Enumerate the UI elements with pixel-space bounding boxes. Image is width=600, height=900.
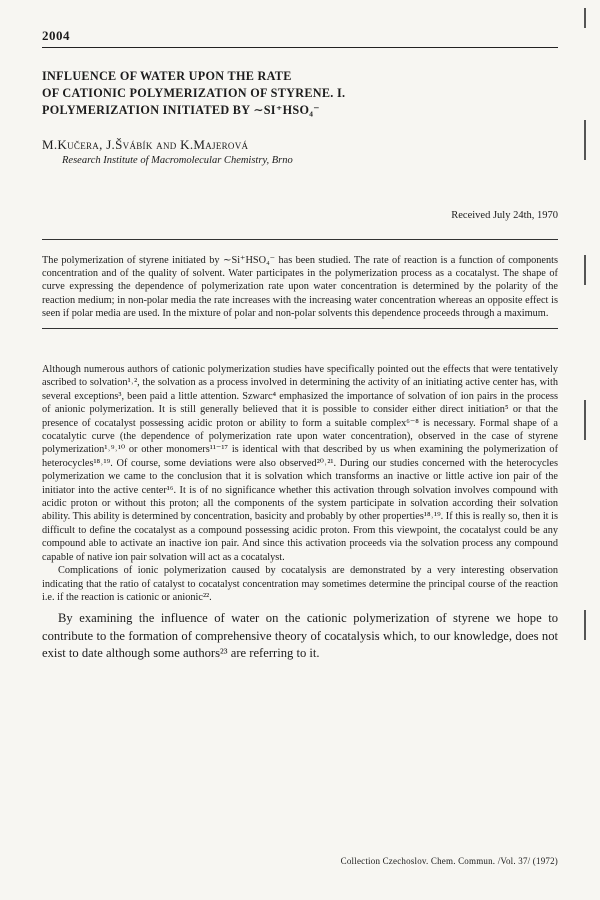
page-number: 2004	[42, 28, 70, 43]
body-paragraph-2: Complications of ionic polymerization caused by cocatalysis are demonstrated by a very interesting observation indicating that the ratio of catalyst to cocatalyst concentration may sometimes determine the principal course of the reaction i.e. if the reaction is cationic or anionic²².	[42, 565, 558, 603]
authors: M.Kučera, J.Švábík and K.Majerová	[42, 137, 249, 152]
body-text	[42, 363, 558, 604]
title-line-1: INFLUENCE OF WATER UPON THE RATE	[42, 69, 292, 83]
scan-edge-mark	[584, 400, 586, 440]
received-date: Received July 24th, 1970	[451, 210, 558, 221]
title-line-3: POLYMERIZATION INITIATED BY ∼SI⁺HSO₄⁻	[42, 103, 320, 117]
abstract-bottom-rule	[42, 328, 558, 329]
article-title	[42, 68, 558, 119]
footer-citation: Collection Czechoslov. Chem. Commun. /Vol. 37/ (1972)	[340, 856, 558, 866]
scan-edge-mark	[584, 120, 586, 160]
affiliation: Research Institute of Macromolecular Chemistry, Brno	[62, 155, 293, 166]
journal-page	[42, 28, 558, 866]
scan-edge-mark	[584, 255, 586, 285]
header-rule	[42, 47, 558, 48]
abstract-top-rule	[42, 239, 558, 240]
body-paragraph-1: Although numerous authors of cationic polymerization studies have specifically pointed out the effects that were tentatively ascribed to solvation¹˒², the solvation as a process involved in determining the activity of an initiating active center has, with several exceptions³, been paid a little attention. Szwarc⁴ emphasized the importance of solvation of ion pairs in the process of anionic polymerization. It is still generally believed that it is possible to consider either direct initiation⁵ or that the presence of cocatalyst possessing acidic proton or ability to form a suitable complex⁶⁻⁸ is necessary. Formal shape of a cocatalytic curve (the dependence of polymerization rate upon water concentration), observed in the case of styrene polymerization¹˒⁹˒¹⁰ or other monomers¹¹⁻¹⁷ is identical with that described by us when examining the polymerization of heterocycles¹⁸˒¹⁹. Of course, some deviations were also observed²⁰˒²¹. During our studies concerned with the heterocycles polymerization we came to the conclusion that it is solvation which transforms an inactive or little active ion pair of the initiator into the active center¹⁶. It is of no significance whether this activation through solvation involves compound with acidic proton or without this proton; all the components of the system participate in solvation according their solvation ability. This ability is determined by concentration, basicity and probably by other properties¹⁸˒¹⁹. If this is really so, then it is difficult to define the cocatalyst as a compound possessing acidic proton. From this viewpoint, the cocatalyst could be any compound able to activate an inactive ion pair. And since this activation proceeds via the solvation process any compound capable of native ion pair solvation will act as a cocatalyst.	[42, 364, 558, 563]
body-paragraph-3: By examining the influence of water on the cationic polymerization of styrene we hope to contribute to the formation of comprehensive theory of cocatalysis which, to our knowledge, does not exist to date although some authors²³ are referring to it.	[42, 611, 558, 661]
scan-edge-mark	[584, 8, 586, 28]
title-line-2: OF CATIONIC POLYMERIZATION OF STYRENE. I.	[42, 86, 346, 100]
scan-edge-mark	[584, 610, 586, 640]
abstract: The polymerization of styrene initiated by ∼Si⁺HSO₄⁻ has been studied. The rate of reaction is a function of components concentration and of the quality of solvent. Water participates in the polymerization process as a cocatalyst. The shape of curve expressing the dependence of polymerization rate upon water concentration is determined by the polarity of the reaction medium; in non-polar media the rate increases with the increasing water concentration whereas an opposite effect is seen if polar media are used. In the mixture of polar and non-polar solvents this dependence proceeds through a maximum.	[42, 255, 558, 319]
